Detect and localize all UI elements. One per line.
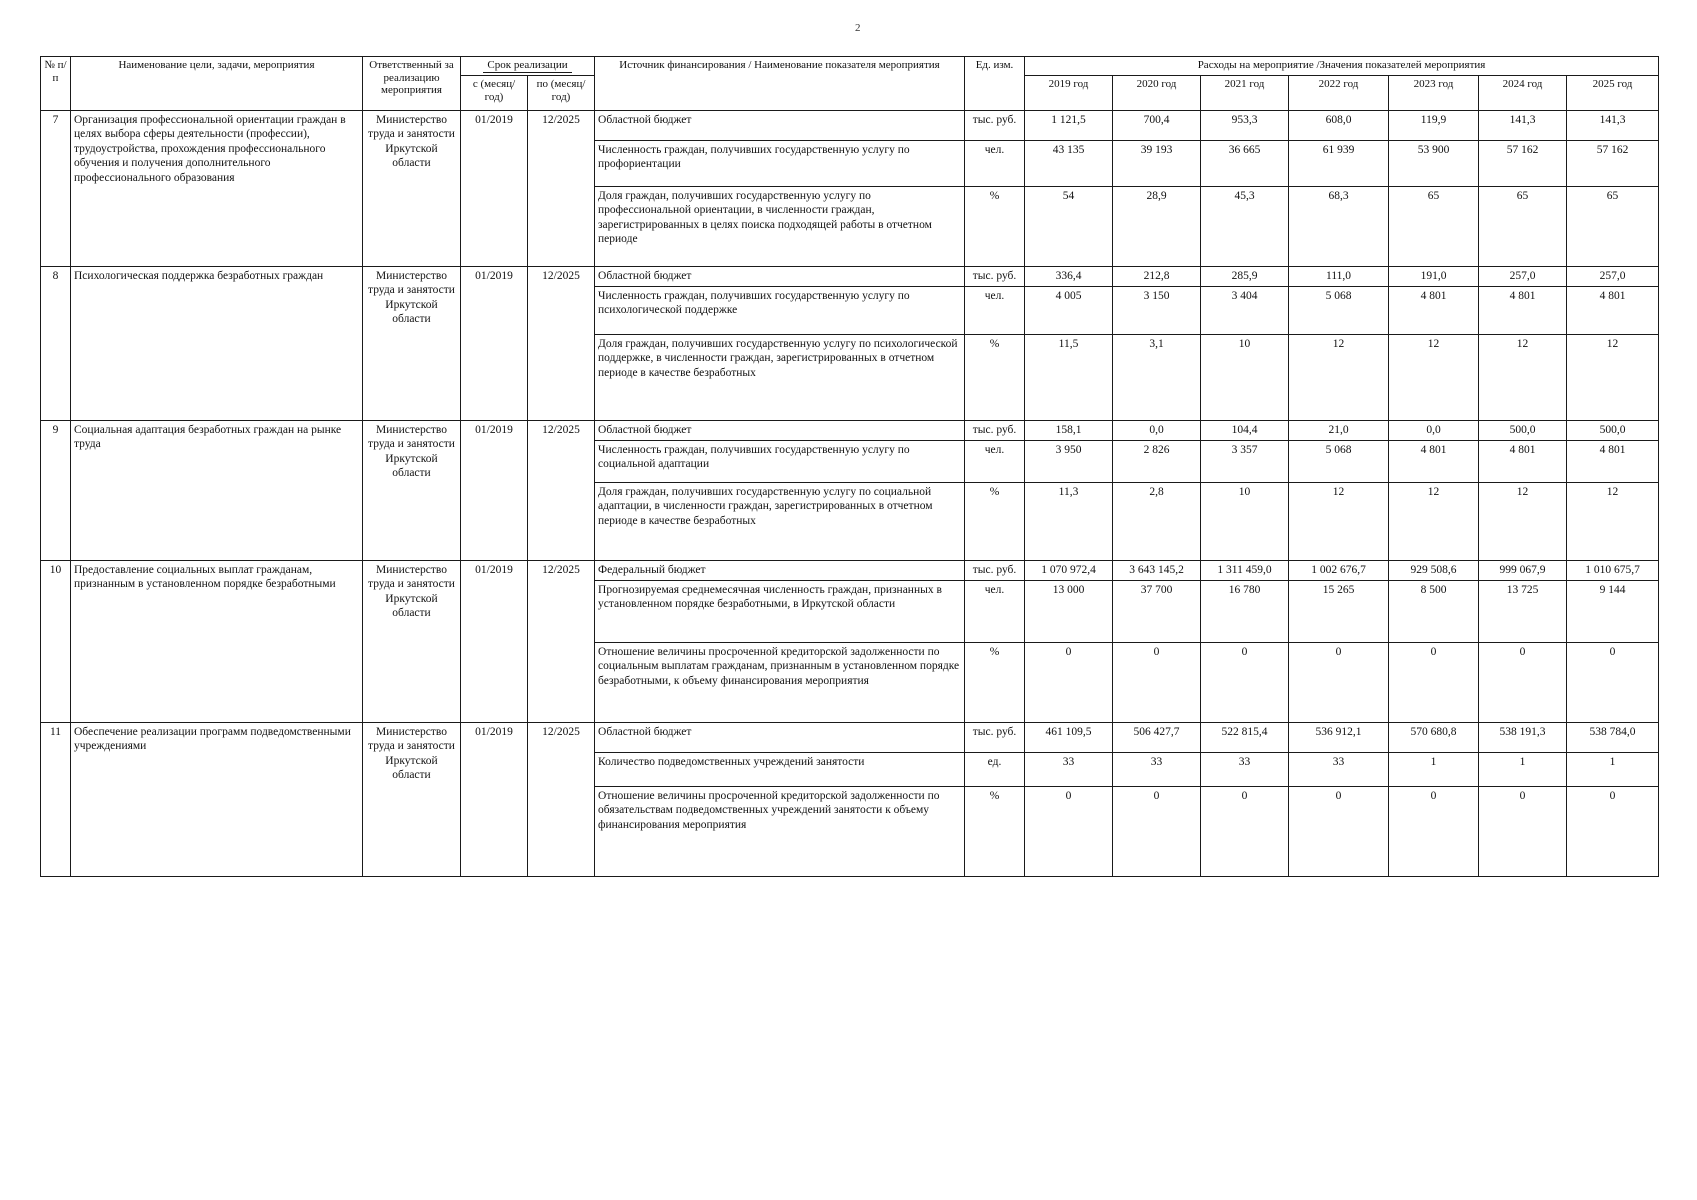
row-number: 9	[41, 421, 71, 561]
period-to: 12/2025	[528, 723, 595, 877]
measures-table	[40, 56, 1659, 877]
header-year: 2022 год	[1289, 76, 1389, 111]
table-row	[41, 723, 1659, 753]
year-value: 0	[1289, 643, 1389, 723]
year-value: 999 067,9	[1479, 561, 1567, 581]
year-value: 28,9	[1113, 187, 1201, 267]
period-from: 01/2019	[461, 267, 528, 421]
year-value: 0	[1201, 643, 1289, 723]
source-or-indicator: Прогнозируемая среднемесячная численность граждан, признанных в установленном порядке безработными, в Иркутской области	[595, 581, 965, 643]
year-value: 0	[1567, 787, 1659, 877]
header-year: 2021 год	[1201, 76, 1289, 111]
responsible-body: Министерство труда и занятости Иркутской области	[363, 561, 461, 723]
year-value: 4 801	[1567, 441, 1659, 483]
year-value: 3 150	[1113, 287, 1201, 335]
year-value: 3 404	[1201, 287, 1289, 335]
header-num: № п/п	[41, 57, 71, 111]
year-value: 4 801	[1389, 287, 1479, 335]
year-value: 65	[1567, 187, 1659, 267]
year-value: 257,0	[1567, 267, 1659, 287]
header-period-from: с (месяц/ год)	[461, 76, 528, 111]
year-value: 953,3	[1201, 111, 1289, 141]
year-value: 336,4	[1025, 267, 1113, 287]
year-value: 0	[1289, 787, 1389, 877]
year-value: 3,1	[1113, 335, 1201, 421]
row-number: 8	[41, 267, 71, 421]
source-or-indicator: Численность граждан, получивших государственную услугу по психологической поддержке	[595, 287, 965, 335]
header-year: 2019 год	[1025, 76, 1113, 111]
source-or-indicator: Доля граждан, получивших государственную услугу по социальной адаптации, в численности граждан, зарегистрированных в отчетном периоде в качестве безработных	[595, 483, 965, 561]
measure-name: Предоставление социальных выплат гражданам, признанным в установленном порядке безработными	[71, 561, 363, 723]
year-value: 12	[1389, 483, 1479, 561]
year-value: 4 801	[1479, 441, 1567, 483]
year-value: 37 700	[1113, 581, 1201, 643]
year-value: 11,3	[1025, 483, 1113, 561]
year-value: 54	[1025, 187, 1113, 267]
source-or-indicator: Отношение величины просроченной кредиторской задолженности по социальным выплатам гражданам, признанным в установленном порядке безработными, к объему финансирования мероприятия	[595, 643, 965, 723]
year-value: 4 005	[1025, 287, 1113, 335]
period-from: 01/2019	[461, 421, 528, 561]
table-row	[41, 561, 1659, 581]
unit: ед.	[965, 753, 1025, 787]
year-value: 4 801	[1479, 287, 1567, 335]
source-or-indicator: Количество подведомственных учреждений занятости	[595, 753, 965, 787]
year-value: 11,5	[1025, 335, 1113, 421]
year-value: 1	[1389, 753, 1479, 787]
year-value: 257,0	[1479, 267, 1567, 287]
year-value: 12	[1479, 335, 1567, 421]
table-row	[41, 267, 1659, 287]
measure-name: Психологическая поддержка безработных граждан	[71, 267, 363, 421]
period-to: 12/2025	[528, 267, 595, 421]
year-value: 1 010 675,7	[1567, 561, 1659, 581]
year-value: 12	[1289, 335, 1389, 421]
year-value: 191,0	[1389, 267, 1479, 287]
unit: %	[965, 335, 1025, 421]
year-value: 536 912,1	[1289, 723, 1389, 753]
year-value: 36 665	[1201, 141, 1289, 187]
unit: тыс. руб.	[965, 111, 1025, 141]
year-value: 1	[1567, 753, 1659, 787]
unit: чел.	[965, 441, 1025, 483]
source-or-indicator: Областной бюджет	[595, 421, 965, 441]
unit: %	[965, 483, 1025, 561]
year-value: 522 815,4	[1201, 723, 1289, 753]
year-value: 65	[1389, 187, 1479, 267]
header-year: 2023 год	[1389, 76, 1479, 111]
header-period-to: по (месяц/ год)	[528, 76, 595, 111]
unit: чел.	[965, 581, 1025, 643]
source-or-indicator: Доля граждан, получивших государственную услугу по профессиональной ориентации, в численности граждан, зарегистрированных в целях поиска подходящей работы в отчетном периоде	[595, 187, 965, 267]
year-value: 2 826	[1113, 441, 1201, 483]
year-value: 285,9	[1201, 267, 1289, 287]
year-value: 33	[1025, 753, 1113, 787]
source-or-indicator: Доля граждан, получивших государственную услугу по психологической поддержке, в численности граждан, зарегистрированных в отчетном периоде в качестве безработных	[595, 335, 965, 421]
year-value: 61 939	[1289, 141, 1389, 187]
source-or-indicator: Федеральный бюджет	[595, 561, 965, 581]
year-value: 5 068	[1289, 441, 1389, 483]
year-value: 538 191,3	[1479, 723, 1567, 753]
year-value: 158,1	[1025, 421, 1113, 441]
table-body	[41, 111, 1659, 877]
year-value: 700,4	[1113, 111, 1201, 141]
year-value: 33	[1113, 753, 1201, 787]
row-number: 11	[41, 723, 71, 877]
header-responsible: Ответственный за реализацию мероприятия	[363, 57, 461, 111]
year-value: 33	[1289, 753, 1389, 787]
year-value: 141,3	[1479, 111, 1567, 141]
year-value: 119,9	[1389, 111, 1479, 141]
page-number: 2	[855, 22, 861, 34]
year-value: 500,0	[1479, 421, 1567, 441]
year-value: 5 068	[1289, 287, 1389, 335]
year-value: 0	[1479, 643, 1567, 723]
year-value: 68,3	[1289, 187, 1389, 267]
responsible-body: Министерство труда и занятости Иркутской области	[363, 267, 461, 421]
table-row	[41, 111, 1659, 141]
year-value: 3 643 145,2	[1113, 561, 1201, 581]
source-or-indicator: Областной бюджет	[595, 111, 965, 141]
unit: %	[965, 643, 1025, 723]
unit: %	[965, 787, 1025, 877]
year-value: 0	[1113, 643, 1201, 723]
source-or-indicator: Отношение величины просроченной кредиторской задолженности по обязательствам подведомственных учреждений занятости к объему финансирования мероприятия	[595, 787, 965, 877]
year-value: 10	[1201, 335, 1289, 421]
row-number: 10	[41, 561, 71, 723]
year-value: 53 900	[1389, 141, 1479, 187]
header-period-label: Срок реализации	[483, 59, 571, 73]
year-value: 1 002 676,7	[1289, 561, 1389, 581]
year-value: 39 193	[1113, 141, 1201, 187]
year-value: 0	[1479, 787, 1567, 877]
measure-name: Организация профессиональной ориентации граждан в целях выбора сферы деятельности (профессии), трудоустройства, прохождения профессионального обучения и получения дополнительного профессионального образования	[71, 111, 363, 267]
year-value: 4 801	[1567, 287, 1659, 335]
header-expenses: Расходы на мероприятие /Значения показателей мероприятия	[1025, 57, 1659, 76]
header-row-1	[41, 57, 1659, 76]
year-value: 538 784,0	[1567, 723, 1659, 753]
year-value: 104,4	[1201, 421, 1289, 441]
header-period	[461, 57, 595, 76]
source-or-indicator: Численность граждан, получивших государственную услугу по социальной адаптации	[595, 441, 965, 483]
year-value: 1 121,5	[1025, 111, 1113, 141]
period-from: 01/2019	[461, 111, 528, 267]
row-number: 7	[41, 111, 71, 267]
year-value: 3 357	[1201, 441, 1289, 483]
measure-name: Обеспечение реализации программ подведомственными учреждениями	[71, 723, 363, 877]
header-source: Источник финансирования / Наименование показателя мероприятия	[595, 57, 965, 111]
responsible-body: Министерство труда и занятости Иркутской области	[363, 421, 461, 561]
source-or-indicator: Областной бюджет	[595, 723, 965, 753]
header-year: 2024 год	[1479, 76, 1567, 111]
source-or-indicator: Областной бюджет	[595, 267, 965, 287]
year-value: 111,0	[1289, 267, 1389, 287]
year-value: 570 680,8	[1389, 723, 1479, 753]
year-value: 10	[1201, 483, 1289, 561]
year-value: 65	[1479, 187, 1567, 267]
year-value: 500,0	[1567, 421, 1659, 441]
header-unit: Ед. изм.	[965, 57, 1025, 111]
year-value: 33	[1201, 753, 1289, 787]
year-value: 506 427,7	[1113, 723, 1201, 753]
year-value: 0,0	[1389, 421, 1479, 441]
unit: %	[965, 187, 1025, 267]
year-value: 21,0	[1289, 421, 1389, 441]
year-value: 4 801	[1389, 441, 1479, 483]
year-value: 0,0	[1113, 421, 1201, 441]
source-or-indicator: Численность граждан, получивших государственную услугу по профориентации	[595, 141, 965, 187]
period-from: 01/2019	[461, 723, 528, 877]
year-value: 461 109,5	[1025, 723, 1113, 753]
responsible-body: Министерство труда и занятости Иркутской области	[363, 723, 461, 877]
year-value: 12	[1289, 483, 1389, 561]
responsible-body: Министерство труда и занятости Иркутской области	[363, 111, 461, 267]
year-value: 1	[1479, 753, 1567, 787]
year-value: 15 265	[1289, 581, 1389, 643]
period-to: 12/2025	[528, 111, 595, 267]
year-value: 2,8	[1113, 483, 1201, 561]
year-value: 0	[1113, 787, 1201, 877]
year-value: 212,8	[1113, 267, 1201, 287]
year-value: 0	[1389, 643, 1479, 723]
year-value: 3 950	[1025, 441, 1113, 483]
table-row	[41, 421, 1659, 441]
year-value: 1 311 459,0	[1201, 561, 1289, 581]
year-value: 57 162	[1567, 141, 1659, 187]
year-value: 608,0	[1289, 111, 1389, 141]
period-to: 12/2025	[528, 421, 595, 561]
year-value: 0	[1389, 787, 1479, 877]
year-value: 12	[1567, 483, 1659, 561]
unit: тыс. руб.	[965, 267, 1025, 287]
year-value: 12	[1389, 335, 1479, 421]
header-name: Наименование цели, задачи, мероприятия	[71, 57, 363, 111]
year-value: 929 508,6	[1389, 561, 1479, 581]
measure-name: Социальная адаптация безработных граждан на рынке труда	[71, 421, 363, 561]
year-value: 0	[1201, 787, 1289, 877]
unit: тыс. руб.	[965, 421, 1025, 441]
year-value: 9 144	[1567, 581, 1659, 643]
header-year: 2020 год	[1113, 76, 1201, 111]
unit: чел.	[965, 287, 1025, 335]
year-value: 43 135	[1025, 141, 1113, 187]
year-value: 141,3	[1567, 111, 1659, 141]
year-value: 13 000	[1025, 581, 1113, 643]
year-value: 0	[1567, 643, 1659, 723]
year-value: 12	[1479, 483, 1567, 561]
year-value: 0	[1025, 643, 1113, 723]
year-value: 45,3	[1201, 187, 1289, 267]
unit: чел.	[965, 141, 1025, 187]
period-from: 01/2019	[461, 561, 528, 723]
header-year: 2025 год	[1567, 76, 1659, 111]
year-value: 8 500	[1389, 581, 1479, 643]
unit: тыс. руб.	[965, 723, 1025, 753]
year-value: 57 162	[1479, 141, 1567, 187]
year-value: 13 725	[1479, 581, 1567, 643]
period-to: 12/2025	[528, 561, 595, 723]
unit: тыс. руб.	[965, 561, 1025, 581]
year-value: 16 780	[1201, 581, 1289, 643]
year-value: 12	[1567, 335, 1659, 421]
year-value: 0	[1025, 787, 1113, 877]
year-value: 1 070 972,4	[1025, 561, 1113, 581]
